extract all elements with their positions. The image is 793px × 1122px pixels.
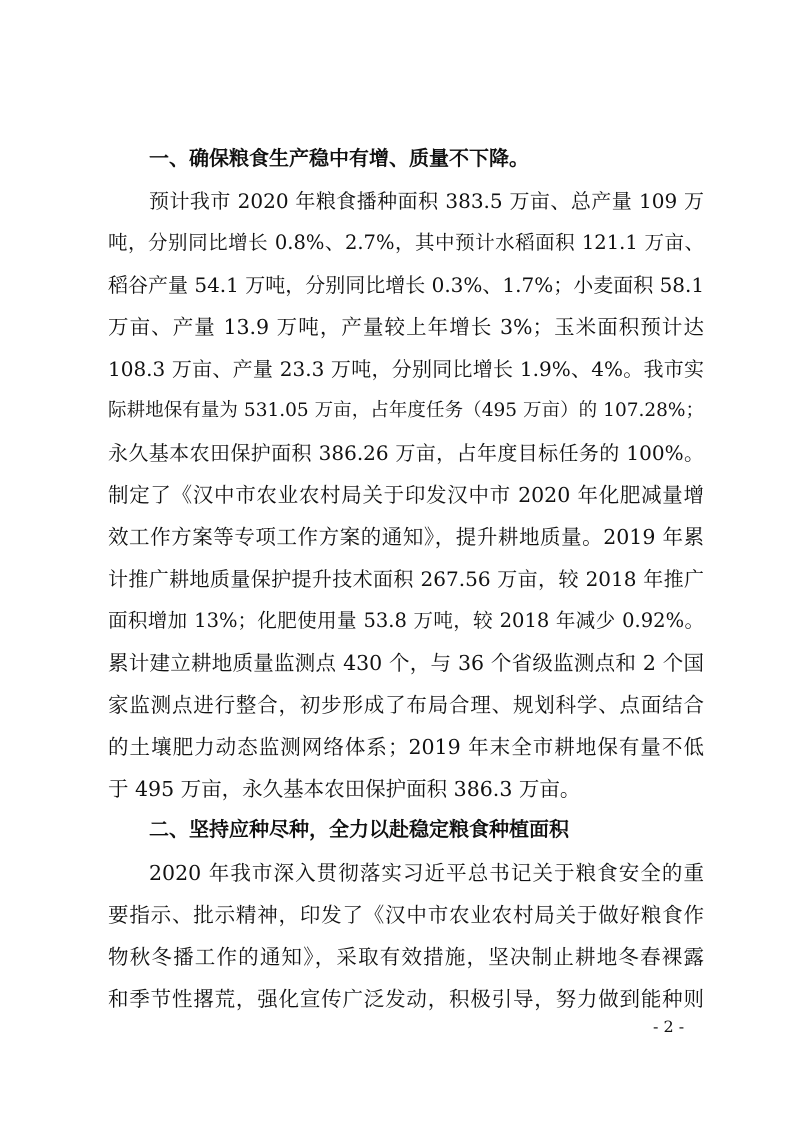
page-number: - 2 - <box>653 1017 685 1036</box>
paragraph-line: 于 495 万亩，永久基本农田保护面积 386.3 万亩。 <box>108 777 581 801</box>
paragraph-line: 物秋冬播工作的通知》，采取有效措施，坚决制止耕地冬春裸露 <box>108 945 704 969</box>
paragraph-line: 永久基本农田保护面积 386.26 万亩，占年度目标任务的 100%。 <box>108 441 704 465</box>
paragraph-line: 际耕地保有量为 531.05 万亩，占年度任务（495 万亩）的 107.28%； <box>108 400 704 421</box>
paragraph-line: 家监测点进行整合，初步形成了布局合理、规划科学、点面结合 <box>108 693 704 717</box>
paragraph-line: 108.3 万亩、产量 23.3 万吨，分别同比增长 1.9%、4%。我市实 <box>108 357 704 381</box>
paragraph-line: 万亩、产量 13.9 万吨，产量较上年增长 3%；玉米面积预计达 <box>108 315 704 339</box>
paragraph-line: 效工作方案等专项工作方案的通知》，提升耕地质量。2019 年累 <box>108 525 704 549</box>
paragraph-line: 预计我市 2020 年粮食播种面积 383.5 万亩、总产量 109 万 <box>149 189 704 213</box>
paragraph-line: 吨，分别同比增长 0.8%、2.7%，其中预计水稻面积 121.1 万亩、 <box>108 231 704 254</box>
paragraph-line: 要指示、批示精神，印发了《汉中市农业农村局关于做好粮食作 <box>108 903 704 927</box>
section-heading-2: 二、坚持应种尽种，全力以赴稳定粮食种植面积 <box>149 817 569 841</box>
section-heading-1: 一、确保粮食生产稳中有增、质量不下降。 <box>149 146 529 170</box>
paragraph-line: 的土壤肥力动态监测网络体系；2019 年末全市耕地保有量不低 <box>108 735 704 759</box>
paragraph-line: 稻谷产量 54.1 万吨，分别同比增长 0.3%、1.7%；小麦面积 58.1 <box>108 273 704 297</box>
paragraph-line: 和季节性撂荒，强化宣传广泛发动，积极引导，努力做到能种则 <box>108 987 704 1011</box>
paragraph-line: 累计建立耕地质量监测点 430 个，与 36 个省级监测点和 2 个国 <box>108 651 704 675</box>
paragraph-line: 制定了《汉中市农业农村局关于印发汉中市 2020 年化肥减量增 <box>108 483 704 507</box>
paragraph-line: 计推广耕地质量保护提升技术面积 267.56 万亩，较 2018 年推广 <box>108 567 704 591</box>
paragraph-line: 2020 年我市深入贯彻落实习近平总书记关于粮食安全的重 <box>149 861 704 885</box>
paragraph-line: 面积增加 13%；化肥使用量 53.8 万吨，较 2018 年减少 0.92%。 <box>108 609 704 632</box>
